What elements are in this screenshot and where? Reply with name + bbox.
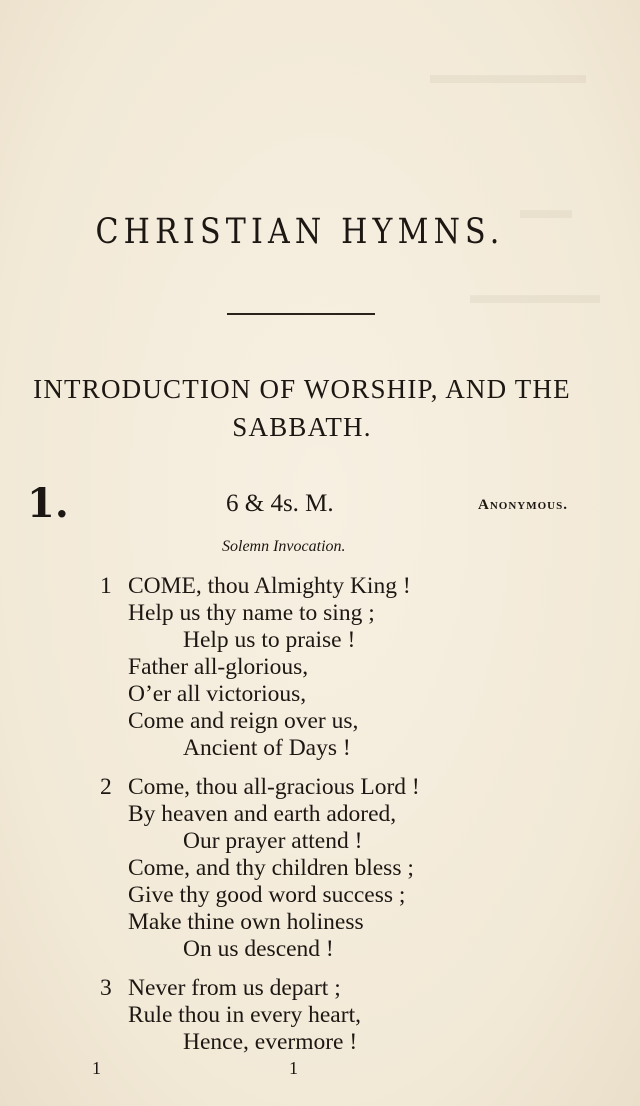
verse-line xyxy=(0,708,640,735)
verse-line-text: Father all-glorious, xyxy=(128,654,309,680)
section-title-line-1: INTRODUCTION OF WORSHIP, AND THE xyxy=(33,374,571,404)
verse-line-text: O’er all victorious, xyxy=(128,681,307,707)
hymn-subtitle: Solemn Invocation. xyxy=(222,538,346,555)
section-title-line-2: SABBATH. xyxy=(232,412,372,442)
verse-line xyxy=(0,936,640,963)
verse-line xyxy=(0,681,640,708)
title-rule xyxy=(227,313,375,315)
verse xyxy=(0,774,640,963)
verse-line xyxy=(0,1002,640,1029)
verse-line xyxy=(0,801,640,828)
verse-line-text: Rule thou in every heart, xyxy=(128,1002,361,1028)
hymn-number: 1. xyxy=(27,480,69,527)
verse-line-text: Help us thy name to sing ; xyxy=(128,600,375,626)
verse xyxy=(0,573,640,762)
verse-line-text: On us descend ! xyxy=(183,936,334,962)
verse-line-text: Come, and thy children bless ; xyxy=(128,855,414,881)
verse-line-text: Come, thou all-gracious Lord ! xyxy=(128,774,420,800)
verse-line xyxy=(0,975,640,1002)
book-title: CHRISTIAN HYMNS. xyxy=(95,212,505,252)
verse-line-text: Help us to praise ! xyxy=(183,627,356,653)
hymn-verses xyxy=(0,573,640,1068)
verse xyxy=(0,975,640,1056)
verse-number: 3 xyxy=(100,975,112,1001)
verse-line-text: Give thy good word success ; xyxy=(128,882,406,908)
verse-line xyxy=(0,855,640,882)
verse-line-text: Never from us depart ; xyxy=(128,975,341,1001)
verse-line xyxy=(0,1029,640,1056)
verse-line xyxy=(0,882,640,909)
page-number: 1 xyxy=(289,1058,298,1078)
hymn-author: Anonymous. xyxy=(478,497,568,513)
verse-line-text: Our prayer attend ! xyxy=(183,828,363,854)
verse-line-text: Hence, evermore ! xyxy=(183,1029,358,1055)
verse-line xyxy=(0,573,640,600)
verse-line xyxy=(0,828,640,855)
verse-line xyxy=(0,627,640,654)
verse-line-text: COME, thou Almighty King ! xyxy=(128,573,411,599)
verse-number: 1 xyxy=(100,573,112,599)
verse-line xyxy=(0,600,640,627)
signature-mark: 1 xyxy=(92,1058,101,1078)
verse-line xyxy=(0,774,640,801)
hymn-meter: 6 & 4s. M. xyxy=(226,490,334,517)
show-through-texture: ▬▬▬▬▬ xyxy=(470,280,600,309)
verse-line-text: Come and reign over us, xyxy=(128,708,359,734)
show-through-texture: ▬▬▬▬▬▬ xyxy=(430,60,586,89)
verse-line xyxy=(0,735,640,762)
verse-line xyxy=(0,909,640,936)
verse-line xyxy=(0,654,640,681)
section-title xyxy=(0,370,612,446)
verse-number: 2 xyxy=(100,774,112,800)
verse-line-text: Make thine own holiness xyxy=(128,909,364,935)
show-through-texture: ▬▬ xyxy=(520,195,572,224)
verse-line-text: By heaven and earth adored, xyxy=(128,801,397,827)
verse-line-text: Ancient of Days ! xyxy=(183,735,351,761)
